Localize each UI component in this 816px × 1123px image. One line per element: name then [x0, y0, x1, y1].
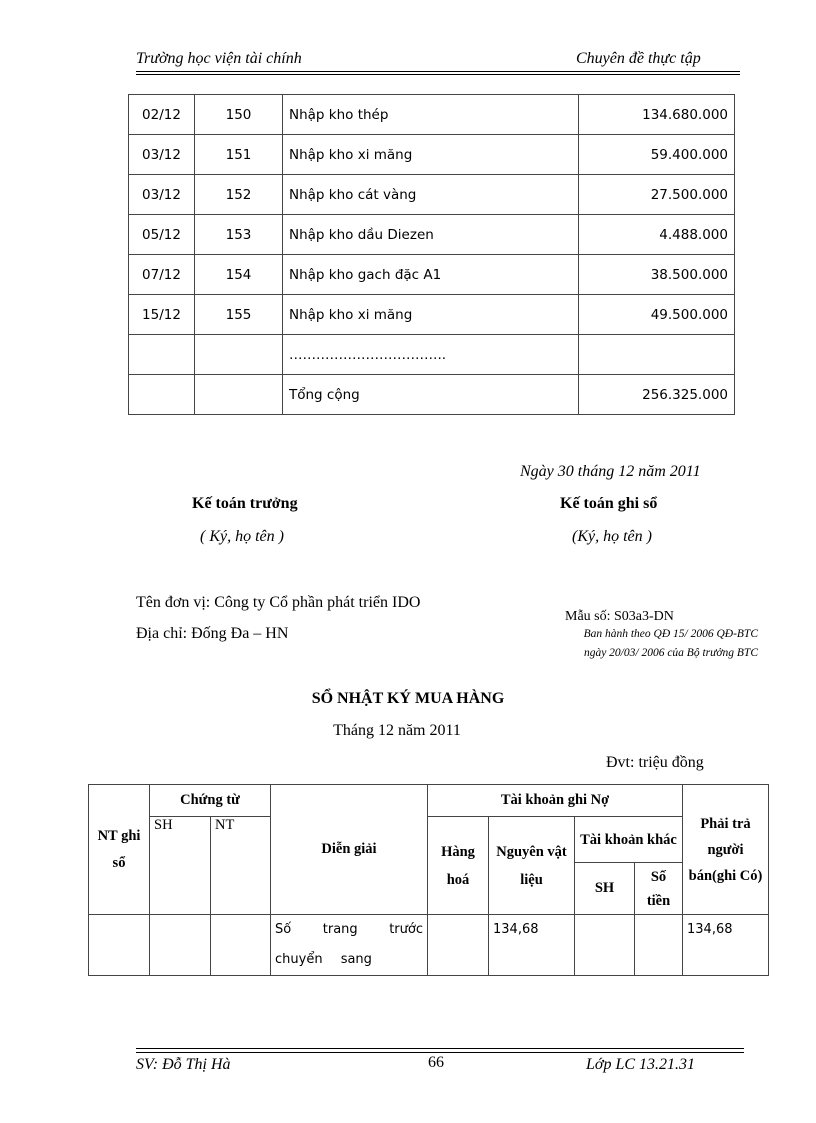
- receipt-number: [195, 335, 283, 375]
- receipt-number: 155: [195, 295, 283, 335]
- row1-phai-tra: 134,68: [683, 915, 769, 976]
- col-so-tien: Số tiền: [635, 863, 683, 915]
- receipt-row: [129, 375, 735, 415]
- receipt-description: Nhập kho thép: [283, 95, 579, 135]
- bookkeeper-title: Kế toán ghi sổ: [560, 495, 658, 512]
- receipt-description: Nhập kho cát vàng: [283, 175, 579, 215]
- header-topic: Chuyên đề thực tập: [576, 50, 701, 67]
- receipt-amount: 134.680.000: [579, 95, 735, 135]
- receipt-description: ……………………………..: [283, 335, 579, 375]
- receipt-row: [129, 335, 735, 375]
- receipt-amount: 49.500.000: [579, 295, 735, 335]
- row1-tk-sh: [575, 915, 635, 976]
- col-phai-tra: Phải trả người bán(ghi Có): [683, 785, 769, 915]
- receipt-row: [129, 135, 735, 175]
- receipt-date: 02/12: [129, 95, 195, 135]
- col-chung-tu: Chứng từ: [150, 785, 271, 817]
- header-rule: [136, 71, 740, 72]
- receipt-table: [128, 94, 735, 415]
- header-school: Trường học viện tài chính: [136, 50, 302, 67]
- receipt-date: 07/12: [129, 255, 195, 295]
- form-issued-line1: Ban hành theo QĐ 15/ 2006 QĐ-BTC: [583, 628, 758, 640]
- header-rule-double: [136, 74, 740, 75]
- chief-accountant-sign-note: ( Ký, họ tên ): [200, 528, 284, 545]
- receipt-date: 03/12: [129, 175, 195, 215]
- receipt-description: Nhập kho xi măng: [283, 295, 579, 335]
- journal-month: Tháng 12 năm 2011: [333, 722, 461, 739]
- receipt-amount: 38.500.000: [579, 255, 735, 295]
- receipt-description: Tổng cộng: [283, 375, 579, 415]
- unit-label: Đvt: triệu đồng: [606, 754, 704, 771]
- footer-class: Lớp LC 13.21.31: [586, 1056, 696, 1073]
- receipt-number: 153: [195, 215, 283, 255]
- form-number: Mẫu số: S03a3-DN: [565, 609, 674, 624]
- receipt-amount: [579, 335, 735, 375]
- col-ct-nt: NT: [211, 817, 271, 915]
- receipt-date: 15/12: [129, 295, 195, 335]
- row1-sh: [150, 915, 211, 976]
- receipt-number: 152: [195, 175, 283, 215]
- col-hang-hoa: Hàng hoá: [428, 817, 489, 915]
- col-nt-ghi-so: NT ghi sổ: [89, 785, 150, 915]
- purchase-journal-table: [88, 784, 769, 976]
- row1-hang-hoa: [428, 915, 489, 976]
- col-ct-sh: SH: [150, 817, 211, 915]
- receipt-row: [129, 175, 735, 215]
- receipt-date: 03/12: [129, 135, 195, 175]
- footer-rule: [136, 1048, 744, 1049]
- receipt-date: 05/12: [129, 215, 195, 255]
- receipt-number: 151: [195, 135, 283, 175]
- col-dien-giai: Diễn giải: [271, 785, 428, 915]
- footer-rule-double: [136, 1052, 744, 1053]
- bookkeeper-sign-note: (Ký, họ tên ): [572, 528, 652, 545]
- receipt-amount: 59.400.000: [579, 135, 735, 175]
- row1-desc: Số trang trước chuyển sang: [271, 915, 428, 976]
- receipt-row: [129, 95, 735, 135]
- footer-student: SV: Đỗ Thị Hà: [136, 1056, 231, 1073]
- receipt-row: [129, 215, 735, 255]
- receipt-amount: 27.500.000: [579, 175, 735, 215]
- receipt-number: [195, 375, 283, 415]
- company-name: Tên đơn vị: Công ty Cổ phần phát triển IDO: [136, 594, 421, 611]
- receipt-number: 150: [195, 95, 283, 135]
- row1-nt: [89, 915, 150, 976]
- form-issued-line2: ngày 20/03/ 2006 của Bộ trưởng BTC: [583, 647, 758, 659]
- receipt-description: Nhập kho gach đặc A1: [283, 255, 579, 295]
- receipt-date: [129, 375, 195, 415]
- receipt-description: Nhập kho xi măng: [283, 135, 579, 175]
- page-number: 66: [428, 1054, 444, 1071]
- col-nguyen-vat-lieu: Nguyên vật liệu: [489, 817, 575, 915]
- row1-ntct: [211, 915, 271, 976]
- col-tk-ghi-no: Tài khoản ghi Nợ: [428, 785, 683, 817]
- chief-accountant-title: Kế toán trưởng: [192, 495, 298, 512]
- receipt-date: [129, 335, 195, 375]
- journal-title: SỔ NHẬT KÝ MUA HÀNG: [311, 690, 505, 707]
- receipt-amount: 4.488.000: [579, 215, 735, 255]
- col-tk-khac-sh: SH: [575, 863, 635, 915]
- company-address: Địa chỉ: Đống Đa – HN: [136, 625, 289, 642]
- col-tk-khac: Tài khoản khác: [575, 817, 683, 863]
- row1-nvl: 134,68: [489, 915, 575, 976]
- receipt-amount: 256.325.000: [579, 375, 735, 415]
- receipt-number: 154: [195, 255, 283, 295]
- receipt-description: Nhập kho dầu Diezen: [283, 215, 579, 255]
- receipt-row: [129, 295, 735, 335]
- row1-so-tien: [635, 915, 683, 976]
- sign-date: Ngày 30 tháng 12 năm 2011: [520, 463, 701, 480]
- receipt-row: [129, 255, 735, 295]
